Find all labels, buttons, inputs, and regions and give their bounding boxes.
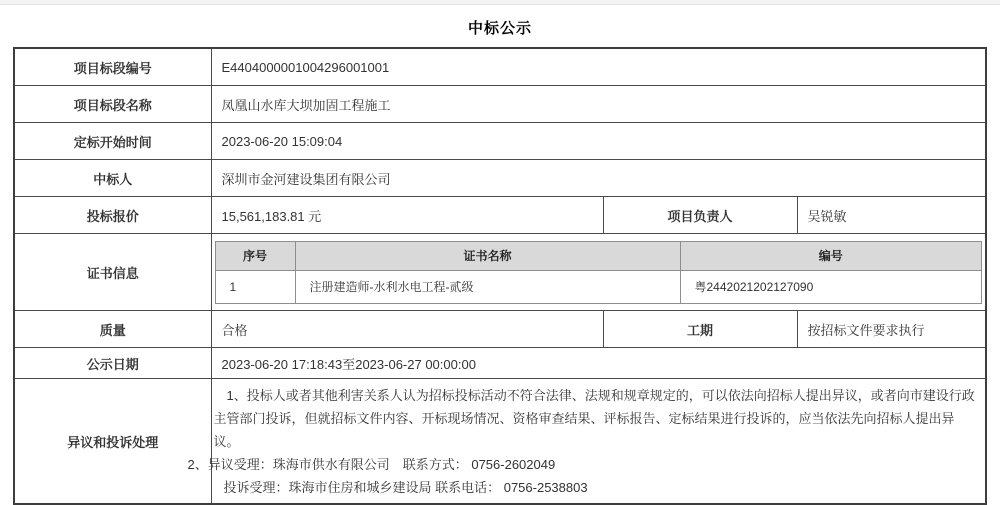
project-number-label: 项目标段编号: [14, 48, 211, 86]
certificate-cell: [211, 234, 986, 311]
page-title: 中标公示: [467, 20, 532, 37]
objection-paragraph-2: 2、异议受理：珠海市供水有限公司 联系方式： 0756-2602049: [187, 457, 556, 472]
certificate-col-index: 序号: [215, 241, 295, 270]
table-row-project-number: [14, 48, 986, 86]
certificate-info-label: 证书信息: [14, 234, 211, 311]
top-divider: [0, 0, 1000, 5]
table-row-certificate-info: [14, 234, 986, 311]
bid-price-label: 投标报价: [14, 197, 211, 234]
objection-paragraph-3: 投诉受理：珠海市住房和城乡建设局 联系电话： 0756-2538803: [223, 480, 588, 495]
certificate-index: 1: [215, 270, 295, 303]
winning-bidder-label: 中标人: [14, 160, 211, 197]
objection-label: 异议和投诉处理: [14, 379, 211, 505]
certificate-col-name: 证书名称: [295, 241, 680, 270]
table-row-quality: [14, 311, 986, 348]
certificate-data-row: [215, 270, 982, 303]
table-row-award-start-time: [14, 123, 986, 160]
table-row-winning-bidder: [14, 160, 986, 197]
certificate-col-number: 编号: [680, 241, 982, 270]
certificate-name: 注册建造师-水利水电工程-贰级: [295, 270, 680, 303]
table-row-objection: [14, 379, 986, 505]
bid-price-value: 15,561,183.81 元: [211, 197, 603, 234]
duration-value: 按招标文件要求执行: [797, 311, 986, 348]
award-start-time-value: 2023-06-20 15:09:04: [211, 123, 986, 160]
quality-label: 质量: [14, 311, 211, 348]
certificate-table: [215, 241, 983, 304]
objection-paragraph-1: 1、投标人或者其他利害关系人认为招标投标活动不符合法律、法规和规章规定的，可以依法向招标人提出异议，或者向市建设行政主管部门投诉，但就招标文件内容、开标现场情况、资格审查结果、评标报告、定标结果进行投诉的，应当依法先向招标人提出异议。: [213, 388, 975, 449]
table-row-publicity-date: [14, 348, 986, 379]
certificate-header-row: [215, 241, 982, 270]
quality-value: 合格: [211, 311, 603, 348]
certificate-number: 粤2442021202127090: [680, 270, 982, 303]
duration-label: 工期: [603, 311, 797, 348]
project-leader-value: 吴锐敏: [797, 197, 986, 234]
table-row-bid-price: [14, 197, 986, 234]
project-name-value: 凤凰山水库大坝加固工程施工: [211, 86, 986, 123]
table-row-project-name: [14, 86, 986, 123]
objection-content: [187, 379, 986, 505]
award-start-time-label: 定标开始时间: [14, 123, 211, 160]
project-number-value: E4404000001004296001001: [211, 48, 986, 86]
project-name-label: 项目标段名称: [14, 86, 211, 123]
publicity-date-label: 公示日期: [14, 348, 211, 379]
announcement-table: [13, 47, 987, 505]
winning-bidder-value: 深圳市金河建设集团有限公司: [211, 160, 986, 197]
project-leader-label: 项目负责人: [603, 197, 797, 234]
publicity-date-value: 2023-06-20 17:18:43至2023-06-27 00:00:00: [211, 348, 986, 379]
